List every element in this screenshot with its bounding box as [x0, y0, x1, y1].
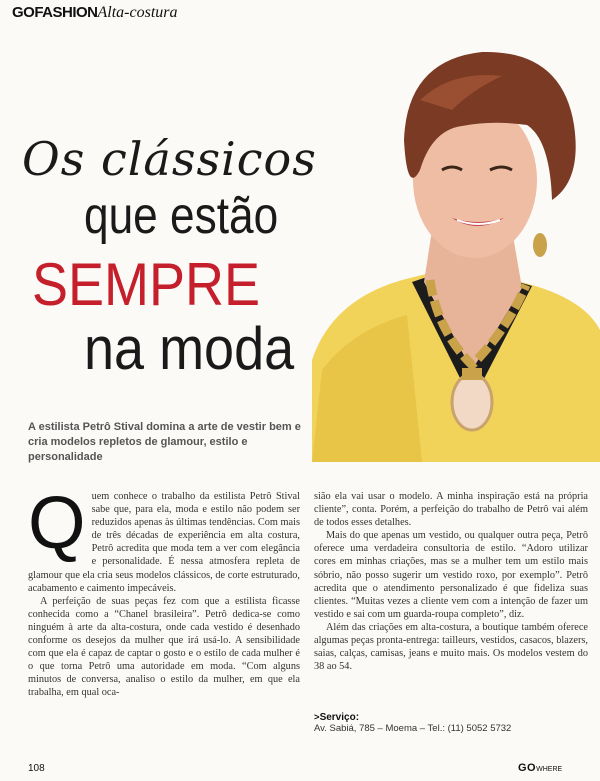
lead-paragraph: A estilista Petrô Stival domina a arte de vestir bem e cria modelos repletos de glamour, estilo e personalidade [28, 421, 301, 463]
service-box [314, 712, 588, 734]
arrow-icon: > [314, 712, 320, 723]
headline-line-1: Os clássicos [22, 132, 317, 186]
footer-logo [518, 762, 562, 774]
article-column-1 [28, 481, 300, 700]
magazine-section-brand: GOFASHION [12, 4, 98, 21]
body-paragraph: A perfeição de suas peças fez com que a estilista ficasse conhecida como a “Chanel brasileira”. Petrô dedica-se como ninguém à arte da alta-costura, onde cada vestido é desenhado conforme os desejos da mulher que irá usá-lo. A sensibilidade com que ela é capaz de captar o gosto e o estilo de cada mulher é o que torna Petrô uma autoridade em moda. “Com alguns minutos de conversa, analiso o estilo da mulher, em que ela trabalha, em qual oca- [28, 595, 300, 699]
portrait-photo [312, 30, 600, 462]
headline-line-3: SEMPRE [32, 251, 261, 318]
article-column-2 [314, 490, 588, 673]
footer-logo-main: GO [518, 762, 537, 774]
body-paragraph: Mais do que apenas um vestido, ou qualquer outra peça, Petrô oferece uma verdadeira consultoria de estilo. “Adoro utilizar cores em minhas criações, mas se a mulher tem um estilo mais sóbrio, não posso sugerir um vestido roxo, por exemplo”. Petrô acredita que o atendimento personalizado é que fideliza suas clientes. “Muitas vezes a cliente vem com a intenção de fazer um vestido e sai com um guarda-roupa completo”, diz. [314, 530, 588, 620]
headline-line-4: na moda [84, 315, 295, 382]
service-label: Serviço: [319, 712, 360, 723]
page-number: 108 [28, 763, 45, 774]
body-paragraph: sião ela vai usar o modelo. A minha inspiração está na própria cliente”, conta. Porém, a perfeição do trabalho de Petrô vai além de todos esses detalhes. [314, 491, 588, 529]
body-paragraph: Além das criações em alta-costura, a boutique também oferece algumas peças pronta-entrega: tailleurs, vestidos, casacos, blazers, saias, calças, camisas, jeans e muito mais. Os modelos vestem do 38 ao 54. [314, 621, 588, 673]
drop-cap: Q [28, 481, 86, 564]
section-name: Alta-costura [97, 4, 178, 21]
service-address: Av. Sabiá, 785 – Moema – Tel.: (11) 5052 5732 [314, 723, 512, 734]
portrait-illustration [312, 30, 600, 462]
headline-line-2: que estão [84, 187, 279, 245]
footer-logo-sub: WHERE [536, 766, 563, 773]
body-paragraph: uem conhece o trabalho da estilista Petrô Stival sabe que, para ela, moda e estilo não podem ser reduzidos apenas às últimas tendências. Com mais de três décadas de experiência em alta costura, Petrô acredita que moda tem a ver com elegância e personalidade. É nessa atmosfera repleta de glamour que ela cria seus modelos clássicos, de corte estruturado, acabamento e caimento impecáveis. [28, 491, 300, 594]
section-header [12, 4, 178, 26]
